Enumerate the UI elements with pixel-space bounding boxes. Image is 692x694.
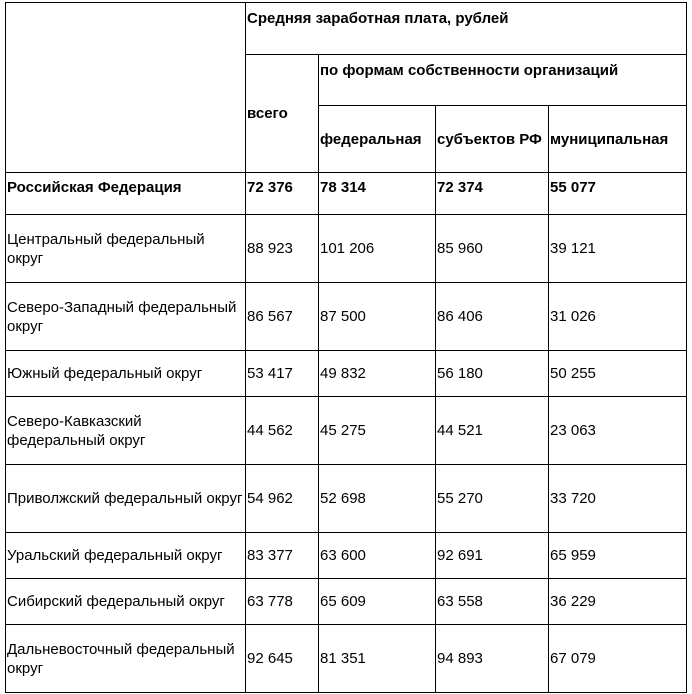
row-subjects: 55 270 [436,465,549,533]
header-corner-cell [6,3,246,173]
table-row [6,465,687,533]
header-municipal: муниципальная [549,106,687,173]
row-total: 72 376 [246,173,319,215]
row-federal: 49 832 [319,351,436,397]
row-total: 88 923 [246,215,319,283]
row-total: 63 778 [246,579,319,625]
row-federal: 45 275 [319,397,436,465]
row-region: Южный федеральный округ [6,351,246,397]
row-federal: 101 206 [319,215,436,283]
row-total: 83 377 [246,533,319,579]
row-municipal: 31 026 [549,283,687,351]
header-main: Средняя заработная плата, рублей [246,3,687,55]
row-federal: 63 600 [319,533,436,579]
row-subjects: 94 893 [436,625,549,693]
table-row [6,351,687,397]
row-municipal: 65 959 [549,533,687,579]
table-row [6,215,687,283]
row-municipal: 33 720 [549,465,687,533]
table-row [6,533,687,579]
row-total: 53 417 [246,351,319,397]
row-region: Дальневосточный федеральный округ [6,625,246,693]
header-row-top [6,3,687,55]
row-municipal: 50 255 [549,351,687,397]
header-federal: федеральная [319,106,436,173]
table-row [6,283,687,351]
row-region: Уральский федеральный округ [6,533,246,579]
row-subjects: 56 180 [436,351,549,397]
salary-table [5,2,687,693]
row-subjects: 44 521 [436,397,549,465]
table-row [6,397,687,465]
table-row [6,579,687,625]
row-subjects: 92 691 [436,533,549,579]
row-federal: 81 351 [319,625,436,693]
row-municipal: 67 079 [549,625,687,693]
row-subjects: 85 960 [436,215,549,283]
header-ownership: по формам собственности организаций [319,55,687,106]
row-federal: 65 609 [319,579,436,625]
row-region: Российская Федерация [6,173,246,215]
row-total: 86 567 [246,283,319,351]
row-total: 54 962 [246,465,319,533]
row-subjects: 72 374 [436,173,549,215]
row-subjects: 63 558 [436,579,549,625]
row-region: Сибирский федеральный округ [6,579,246,625]
row-federal: 87 500 [319,283,436,351]
row-municipal: 55 077 [549,173,687,215]
row-subjects: 86 406 [436,283,549,351]
row-region: Северо-Западный федеральный округ [6,283,246,351]
table-row [6,625,687,693]
table-row [6,173,687,215]
row-municipal: 36 229 [549,579,687,625]
header-total: всего [246,55,319,173]
row-municipal: 23 063 [549,397,687,465]
row-region: Центральный федеральный округ [6,215,246,283]
row-total: 92 645 [246,625,319,693]
row-federal: 78 314 [319,173,436,215]
header-subjects: субъектов РФ [436,106,549,173]
row-region: Северо-Кавказский федеральный округ [6,397,246,465]
row-total: 44 562 [246,397,319,465]
row-municipal: 39 121 [549,215,687,283]
row-region: Приволжский федеральный округ [6,465,246,533]
row-federal: 52 698 [319,465,436,533]
